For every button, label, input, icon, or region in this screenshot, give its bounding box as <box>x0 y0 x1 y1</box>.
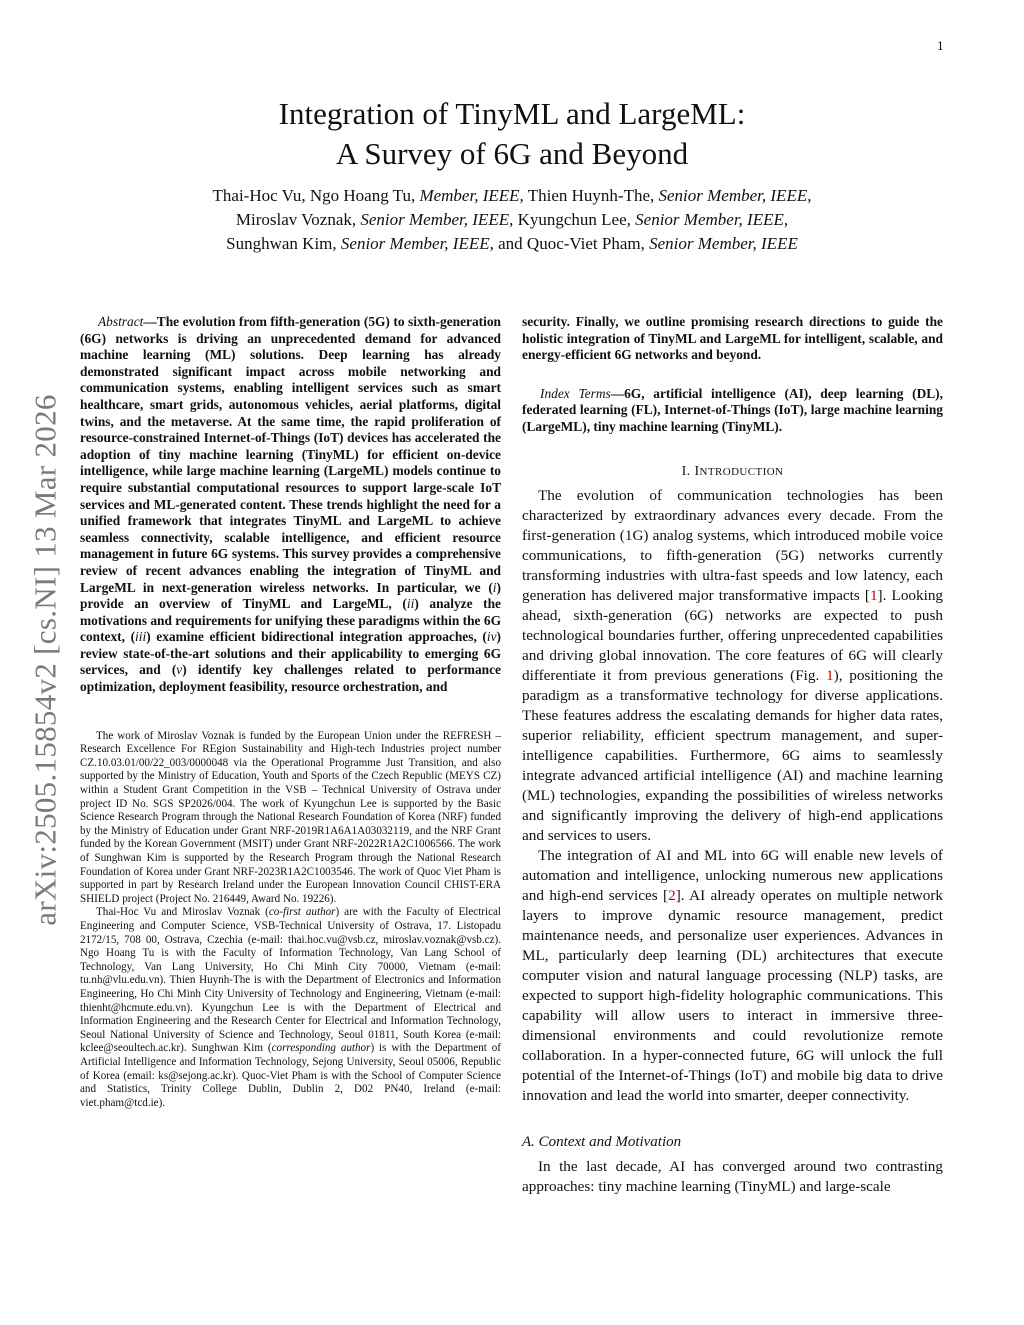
title-line-1: Integration of TinyML and LargeML: <box>278 96 746 131</box>
author-list <box>0 184 1024 256</box>
citation-link[interactable]: 2 <box>668 886 676 904</box>
page-number: 1 <box>937 40 944 53</box>
index-terms: Index Terms—6G, artificial intelligence (AI), deep learning (DL), federated learning (FL), Internet-of-Things (IoT), large machine learning (LargeML), tiny machine learning (TinyML). <box>522 385 943 434</box>
author-line-2: Miroslav Voznak, Senior Member, IEEE, Kyungchun Lee, Senior Member, IEEE, <box>235 210 789 229</box>
citation-link[interactable]: 1 <box>869 586 878 604</box>
intro-paragraph-1: The evolution of communication technologies has been characterized by extraordinary advances every decade. From the first-generation (1G) analog systems, which introduced mobile voice communications, to fifth-generation (5G) networks currently transforming industries with ultra-fast speeds and low latency, each generation has delivered major transformative impacts [1]. Looking ahead, sixth-generation (6G) networks are expected to push technological boundaries further, offering unprecedented capabilities and driving global innovation. The core features of 6G will clearly differentiate it from previous generations (Fig. 1), positioning the paradigm as a transformative technology for diverse applications. These features address the escalating demands for higher data rates, superior reliability, efficient spectrum management, and super-intelligence capabilities. Furthermore, 6G aims to seamlessly integrate advanced artificial intelligence (AI) and machine learning (ML) technologies, expanding the possibilities of wireless networks and significantly improving the delivery of high-end applications and services to users. <box>522 486 944 844</box>
title-line-2: A Survey of 6G and Beyond <box>335 136 689 171</box>
context-body <box>522 1157 943 1197</box>
author-line-3: Sunghwan Kim, Senior Member, IEEE, and Quoc-Viet Pham, Senior Member, IEEE <box>226 234 798 253</box>
footnotes <box>80 730 501 1111</box>
intro-paragraph-2: The integration of AI and ML into 6G will enable new levels of automation and intelligence, unlocking numerous new applications and high-end services [2]. AI already operates on multiple network layers to improve dynamic resource management, predict maintenance needs, and personalize user experiences. Advances in ML, particularly deep learning (DL) architectures that execute computer vision and natural language processing (NLP) tasks, are expected to support high-fidelity holographic communications. This capability will allow users to interact in immersive three-dimensional environments and could revolutionize remote collaboration. In a hyper-connected future, 6G will unlock the full potential of the Internet-of-Things (IoT) and mobile big data to drive innovation and lead the world into smarter, deeper connectivity. <box>522 846 943 1104</box>
introduction-body <box>522 486 943 1106</box>
arxiv-stamp <box>14 375 78 945</box>
abstract-label: Abstract <box>98 314 144 329</box>
subsection-heading: A. Context and Motivation <box>522 1133 682 1150</box>
arxiv-identifier: arXiv:2505.15854v2 [cs.NI] 13 Mar 2026 <box>28 394 64 926</box>
left-column <box>80 314 501 1110</box>
abstract: Abstract—The evolution from fifth-generation (5G) to sixth-generation (6G) networks is driving an unprecedented demand for advanced machine learning (ML) solutions. Deep learning has already demonstrated significant impact across mobile networking and communication systems, enabling intelligent services such as smart healthcare, smart grids, autonomous vehicles, aerial platforms, digital twins, and the metaverse. At the same time, the rapid proliferation of resource-constrained Internet-of-Things (IoT) devices has accelerated the adoption of tiny machine learning (TinyML) for efficient on-device intelligence, while large machine learning (LargeML) models continue to require substantial computational resources to support large-scale IoT services and ML-generated content. These trends highlight the need for a unified framework that integrates TinyML and LargeML to achieve seamless connectivity, scalable intelligence, and efficient resource management in future 6G systems. This survey provides a comprehensive review of recent advances enabling the integration of TinyML and LargeML in next-generation wireless networks. In particular, we (i) provide an overview of TinyML and LargeML, (ii) analyze the motivations and requirements for unifying these paradigms within the 6G context, (iii) examine efficient bidirectional integration approaches, (iv) review state-of-the-art solutions and their applicability to emerging 6G services, and (v) identify key challenges related to performance optimization, deployment feasibility, resource orchestration, and <box>80 314 501 695</box>
figure-link[interactable]: 1 <box>826 666 834 684</box>
affiliation-footnote: Thai-Hoc Vu and Miroslav Voznak (co-first author) are with the Faculty of Electrical Engineering and Computer Science, VSB-Technical University of Ostrava, 17. Listopadu 2172/15, 708 00, Ostrava, Czechia (e-mail: thai.hoc.vu@vsb.cz, miroslav.voznak@vsb.cz). Ngo Hoang Tu is with the Faculty of Information Technology, Van Lang School of Technology, Van Lang University, Ho Chi Minh City 70000, Vietnam (e-mail: tu.nh@vlu.edu.vn). Thien Huynh-The is with the Department of Electronics and Information Engineering, Ho Chi Minh City University of Technology and Engineering, Vietnam (e-mail: thienht@hcmute.edu.vn). Kyungchun Lee is with the Department of Electrical and Information Engineering and the Research Center for Electrical and Information Technology, Seoul National University of Science and Technology, Seoul 01811, South Korea (e-mail: kclee@seoultech.ac.kr). Sunghwan Kim (corresponding author) is with the Department of Artificial Intelligence and Information Technology, Sejong University, Seoul 05006, Republic of Korea (email: ks@sejong.ac.kr). Quoc-Viet Pham is with the School of Computer Science and Statistics, Trinity College Dublin, Dublin 2, D02 PN40, Ireland (e-mail: viet.pham@tcd.ie). <box>80 906 502 1109</box>
introduction-heading: I. INTRODUCTION <box>681 463 784 479</box>
right-column <box>522 314 943 1197</box>
author-line-1: Thai-Hoc Vu, Ngo Hoang Tu, Member, IEEE, Thien Huynh-The, Senior Member, IEEE, <box>212 186 812 205</box>
funding-footnote: The work of Miroslav Voznak is funded by the European Union under the REFRESH – Research Excellence For REgion Sustainability and High-tech Industries project number CZ.10.03.01/00/22_003/0000048 via the Operational Programme Just Transition, and also supported by the Ministry of Education, Youth and Sports of the Czech Republic (MEYS CZ) within a Student Grant Competition in the VSB – Technical University of Ostrava under project ID No. SGS SP2026/004. The work of Kyungchun Lee is supported by the Basic Science Research Program through the National Research Foundation of Korea (NRF) funded by the Ministry of Education under Grant NRF-2019R1A6A1A03032119, and the NRF Grant funded by the Korean Government (MSIT) under Grant NRF-2022R1A2C1006566. The work of Sunghwan Kim is supported by the Research Program through the National Research Foundation of Korea under Grant NRF-2023R1A2C1003546. The work of Quoc Viet Pham is supported in part by Research Ireland under the European Innovation Council CHIST-ERA SHIELD project (Project No. 216449, Award No. 19226). <box>80 729 501 905</box>
context-paragraph-1: In the last decade, AI has converged around two contrasting approaches: tiny machine learning (TinyML) and large-scale <box>522 1157 943 1195</box>
index-terms-label: Index Terms <box>540 385 611 401</box>
paper-title <box>0 94 1024 174</box>
abstract-continuation: security. Finally, we outline promising research directions to guide the holistic integration of TinyML and LargeML for intelligent, scalable, and energy-efficient 6G networks and beyond. <box>522 314 943 363</box>
